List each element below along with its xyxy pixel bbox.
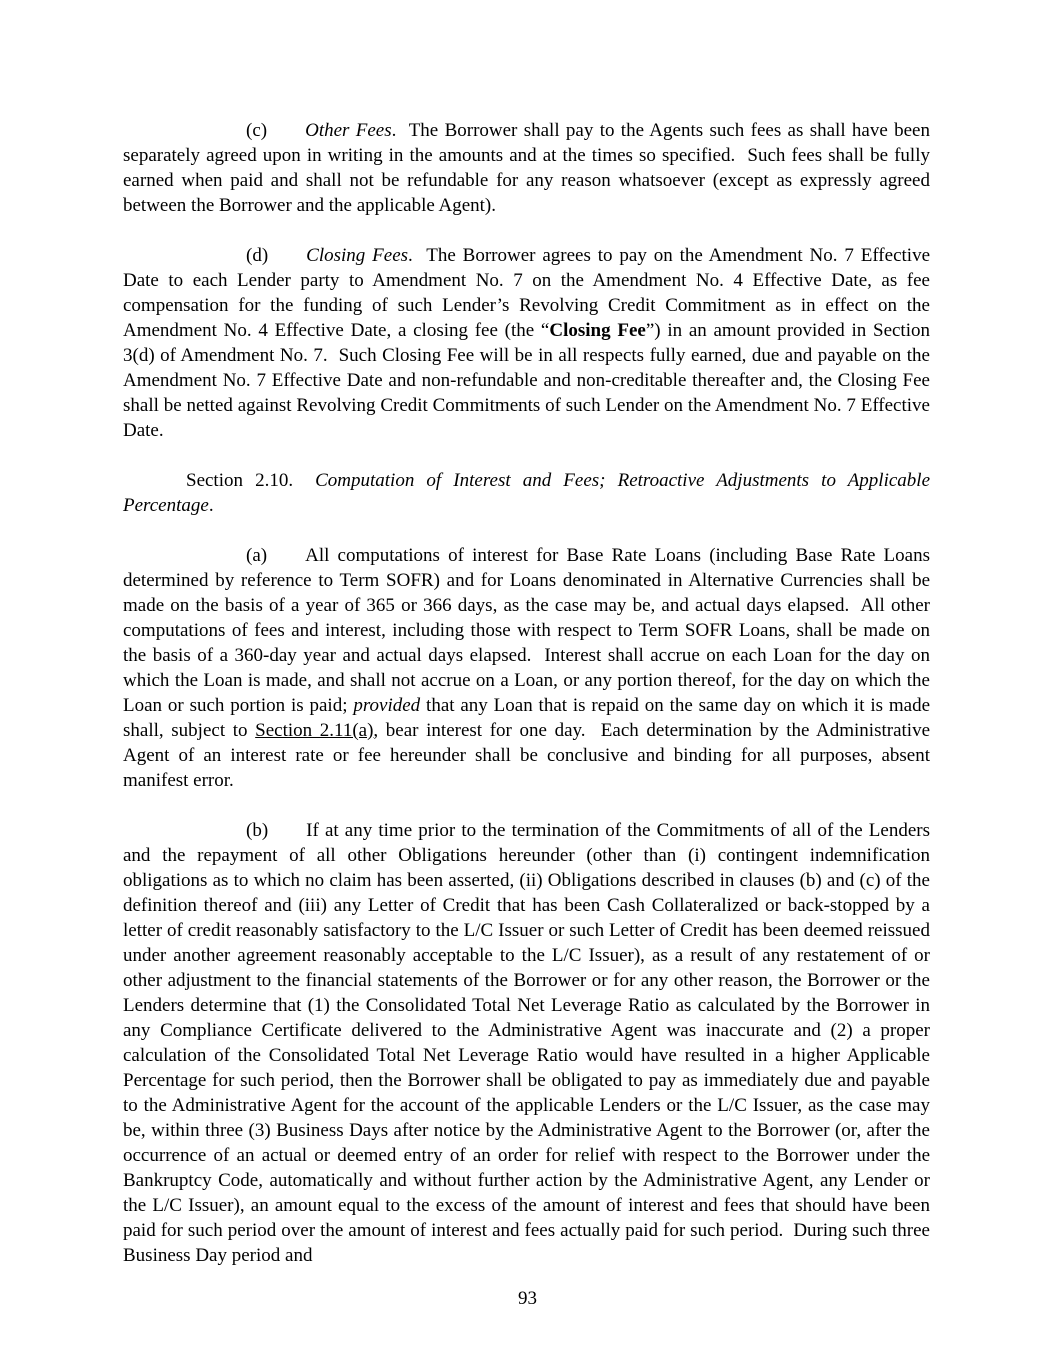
paragraph-d-closing-fees [123,243,930,443]
text-run: (a) [246,545,268,566]
styled-text-run: Section 2.11(a) [255,720,374,741]
paragraph-a-computations [123,543,930,793]
text-run: (b) [246,820,269,841]
section-heading-2-10 [123,468,930,518]
text-run: ”) in an amount provided in Section 3(d) of Amendment No. 7. Such Closing Fee will be in all respects fully earned, due and payable on the Amendment No. 7 Effective Date and non-refundable and non-creditable thereafter and, the Closing Fee shall be netted against Revolving Credit Commitments of such Lender on the Amendment No. 7 Effective Date. [123,320,930,441]
text-run: Section 2.10. [186,470,294,491]
styled-text-run: Closing Fees [306,245,409,266]
document-body [123,118,930,1293]
text-run: that any Loan that is repaid on the same day on which it is made shall, subject to [123,695,931,741]
text-run: (d) [246,245,269,266]
text-run: . [208,495,214,516]
page-number: 93 [518,1288,537,1309]
paragraph-c-other-fees [123,118,930,218]
text-run: (c) [246,120,268,141]
styled-text-run: provided [353,695,421,716]
paragraph-b-retroactive-adjustment [123,818,930,1268]
text-run: , bear interest for one day. Each determination by the Administrative Agent of an interest rate or fee hereunder shall be conclusive and binding for all purposes, absent manifest error. [123,720,930,791]
styled-text-run: Closing Fee [549,320,646,341]
text-run: . The Borrower shall pay to the Agents such fees as shall have been separately agreed upon in writing in the amounts and at the times so specified. Such fees shall be fully earned when paid and shall not be refundable for any reason whatsoever (except as expressly agreed between the Borrower and the applicable Agent). [123,120,930,216]
styled-text-run: Computation of Interest and Fees; Retroactive Adjustments to Applicable Percentage [123,470,931,516]
text-run: . The Borrower agrees to pay on the Amendment No. 7 Effective Date to each Lender party to Amendment No. 7 on the Amendment No. 4 Effective Date, as fee compensation for the funding of such Lender’s Revolving Credit Commitment as in effect on the Amendment No. 4 Effective Date, a closing fee (the “ [123,245,930,341]
styled-text-run: Other Fees [305,120,392,141]
text-run: If at any time prior to the termination of the Commitments of all of the Lenders and the repayment of all other Obligations hereunder (other than (i) contingent indemnification obligations as to which no claim has been asserted, (ii) Obligations described in clauses (b) and (c) of the definition thereof and (iii) any Letter of Credit that has been Cash Collateralized or back-stopped by a letter of credit reasonably satisfactory to the L/C Issuer or such Letter of Credit has been deemed reissued under another agreement reasonably acceptable to the L/C Issuer), as a result of any restatement of or other adjustment to the financial statements of the Borrower or for any other reason, the Borrower or the Lenders determine that (1) the Consolidated Total Net Leverage Ratio as calculated by the Borrower in any Compliance Certificate delivered to the Administrative Agent was inaccurate and (2) a proper calculation of the Consolidated Total Net Leverage Ratio would have resulted in a higher Applicable Percentage for such period, then the Borrower shall be obligated to pay as immediately due and payable to the Administrative Agent for the account of the applicable Lenders or the L/C Issuer, as the case may be, within three (3) Business Days after notice by the Administrative Agent to the Borrower (or, after the occurrence of an actual or deemed entry of an order for relief with respect to the Borrower under the Bankruptcy Code, automatically and without further action by the Administrative Agent, any Lender or the L/C Issuer), an amount equal to the excess of the amount of interest and fees that should have been paid for such period over the amount of interest and fees actually paid for such period. During such three Business Day period and [123,820,930,1266]
text-run: All computations of interest for Base Rate Loans (including Base Rate Loans determined by reference to Term SOFR) and for Loans denominated in Alternative Currencies shall be made on the basis of a year of 365 or 366 days, as the case may be, and actual days elapsed. All other computations of fees and interest, including those with respect to Term SOFR Loans, shall be made on the basis of a 360-day year and actual days elapsed. Interest shall accrue on each Loan for the day on which the Loan is made, and shall not accrue on a Loan, or any portion thereof, for the day on which the Loan or such portion is paid; [123,545,930,716]
